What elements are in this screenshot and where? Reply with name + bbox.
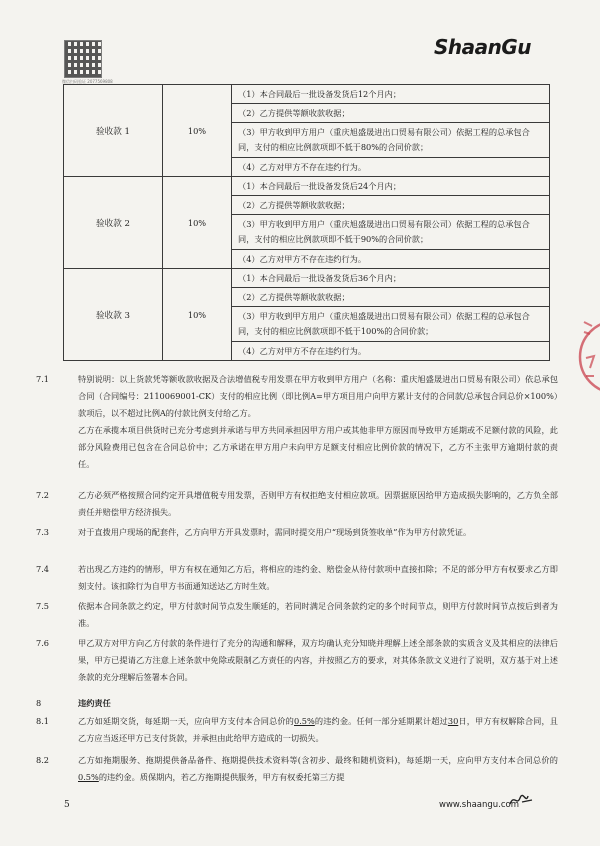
condition-cell: （1）本合同最后一批设备发货后36个月内； [232,269,550,288]
seal-stamp-icon [576,312,600,402]
table-row [64,269,550,288]
condition-cell: （2）乙方提供等额收款收据； [232,196,550,215]
payment-ratio-cell: 10% [163,85,232,177]
payment-name-cell: 验收款 3 [64,269,163,361]
clause-7-4 [36,561,558,595]
clause-text: 对于直拨用户现场的配套件，乙方向甲方开具发票时，需同时提交用户“现场到货签收单”作为甲方付款凭证。 [78,527,472,537]
clause-number: 7.3 [36,527,50,537]
qr-code-icon [64,40,102,78]
clause-text: 甲乙双方对甲方向乙方付款的条件进行了充分的沟通和解释，双方均确认充分知晓并理解上述全部条款的实质含义及其相应的法律后果，甲方已提请乙方注意上述条款中免除或限制乙方责任的内容，并按照乙方的要求，对其体条款文义进行了说明，双方基于对上述条款的充分理解后签署本合同。 [78,638,558,682]
clause-number: 7.5 [36,601,50,611]
clause-7-3 [36,524,558,541]
condition-cell: （2）乙方提供等额收款收据； [232,104,550,123]
clause-paragraph: 特别说明：以上货款凭等额收款收据及合法增值税专用发票在甲方收到甲方用户（名称：重庆旭盛晟进出口贸易有限公司）依总承包合同（合同编号：2110069001-CK）支付的相应比例（即比例A=甲方项目用户向甲方累计支付的合同款/总承包合同总价×100%）款项后，以不超过比例A的付款比例支付给乙方。 [78,374,558,418]
payment-name-cell: 验收款 1 [64,85,163,177]
table-row [64,85,550,104]
clause-number: 7.6 [36,638,50,648]
condition-cell: （4）乙方对甲方不存在违约行为。 [232,158,550,177]
shaangu-logo: ShaanGu [434,35,532,59]
clause-number: 7.1 [36,374,50,384]
table-row [64,177,550,196]
section-8 [36,695,558,712]
clause-text: 乙方如拖期服务、拖期提供备品备件、拖期提供技术资料等(含初步、最终和随机资料)，每延期一天，应向甲方支付本合同总价的0.5%的违约金。质保期内，若乙方拖期提供服务，甲方有权委托第三方提 [78,755,558,782]
clause-text: 依据本合同条款之约定，甲方付款时间节点发生顺延的，若同时满足合同条款约定的多个时间节点，则甲方付款时间节点按后到者为准。 [78,601,558,628]
clause-8-1 [36,713,558,747]
penalty-days: 30 [447,716,459,726]
condition-cell: （4）乙方对甲方不存在违约行为。 [232,250,550,269]
condition-cell: （3）甲方收到甲方用户（重庆旭盛晟进出口贸易有限公司）依据工程的总承包合同，支付的相应比例款项即不低于80%的合同价款； [232,123,550,158]
clause-number: 8.1 [36,716,50,726]
section-title: 违约责任 [78,698,111,708]
condition-cell: （4）乙方对甲方不存在违约行为。 [232,342,550,361]
penalty-rate: 0.5% [294,716,315,726]
condition-cell: （1）本合同最后一批设备发货后24个月内； [232,177,550,196]
payment-table [63,84,550,361]
clause-7-1 [36,371,558,473]
footer-url: www.shaangu.com [439,800,520,810]
clause-text: 若出现乙方违约的情形，甲方有权在通知乙方后，将相应的违约金、赔偿金从待付款项中直接扣除；不足的部分甲方有权要求乙方即刻支付。该扣除行为自甲方书面通知送达乙方时生效。 [78,564,558,591]
penalty-rate: 0.5% [78,772,99,782]
clause-text: 乙方如延期交货，每延期一天，应向甲方支付本合同总价的0.5%的违约金。任何一部分延期累计超过30日，甲方有权解除合同，且乙方应当返还甲方已支付货款，并承担由此给甲方造成的一切损失。 [78,716,558,743]
clause-number: 7.2 [36,490,50,500]
clause-number: 7.4 [36,564,50,574]
qr-caption: 微信扫码验证 2077569808 [62,79,113,84]
payment-ratio-cell: 10% [163,269,232,361]
payment-ratio-cell: 10% [163,177,232,269]
clause-paragraph: 乙方在承揽本项目供货时已充分考虑到并承诺与甲方共同承担因甲方用户或其他非甲方原因而导致甲方延期或不足额付款的风险，此部分风险费用已包含在合同总价中；乙方承诺在甲方用户未向甲方足额支付相应比例价款的情况下，乙方不主张甲方逾期付款的责任。 [78,425,558,469]
signature-icon [508,792,534,808]
condition-cell: （1）本合同最后一批设备发货后12个月内； [232,85,550,104]
clause-number: 8.2 [36,755,50,765]
clause-7-6 [36,635,558,686]
payment-name-cell: 验收款 2 [64,177,163,269]
condition-cell: （2）乙方提供等额收款收据； [232,288,550,307]
clause-8-2 [36,752,558,786]
clause-7-5 [36,598,558,632]
clause-text: 乙方必须严格按照合同约定开具增值税专用发票，否则甲方有权拒绝支付相应款项。因票据原因给甲方造成损失影响的，乙方负全部责任并赔偿甲方经济损失。 [78,490,558,517]
condition-cell: （3）甲方收到甲方用户（重庆旭盛晟进出口贸易有限公司）依据工程的总承包合同，支付的相应比例款项即不低于100%的合同价款； [232,307,550,342]
section-number: 8 [36,698,42,708]
clause-7-2 [36,487,558,521]
condition-cell: （3）甲方收到甲方用户（重庆旭盛晟进出口贸易有限公司）依据工程的总承包合同，支付的相应比例款项即不低于90%的合同价款； [232,215,550,250]
page-number: 5 [64,800,70,810]
